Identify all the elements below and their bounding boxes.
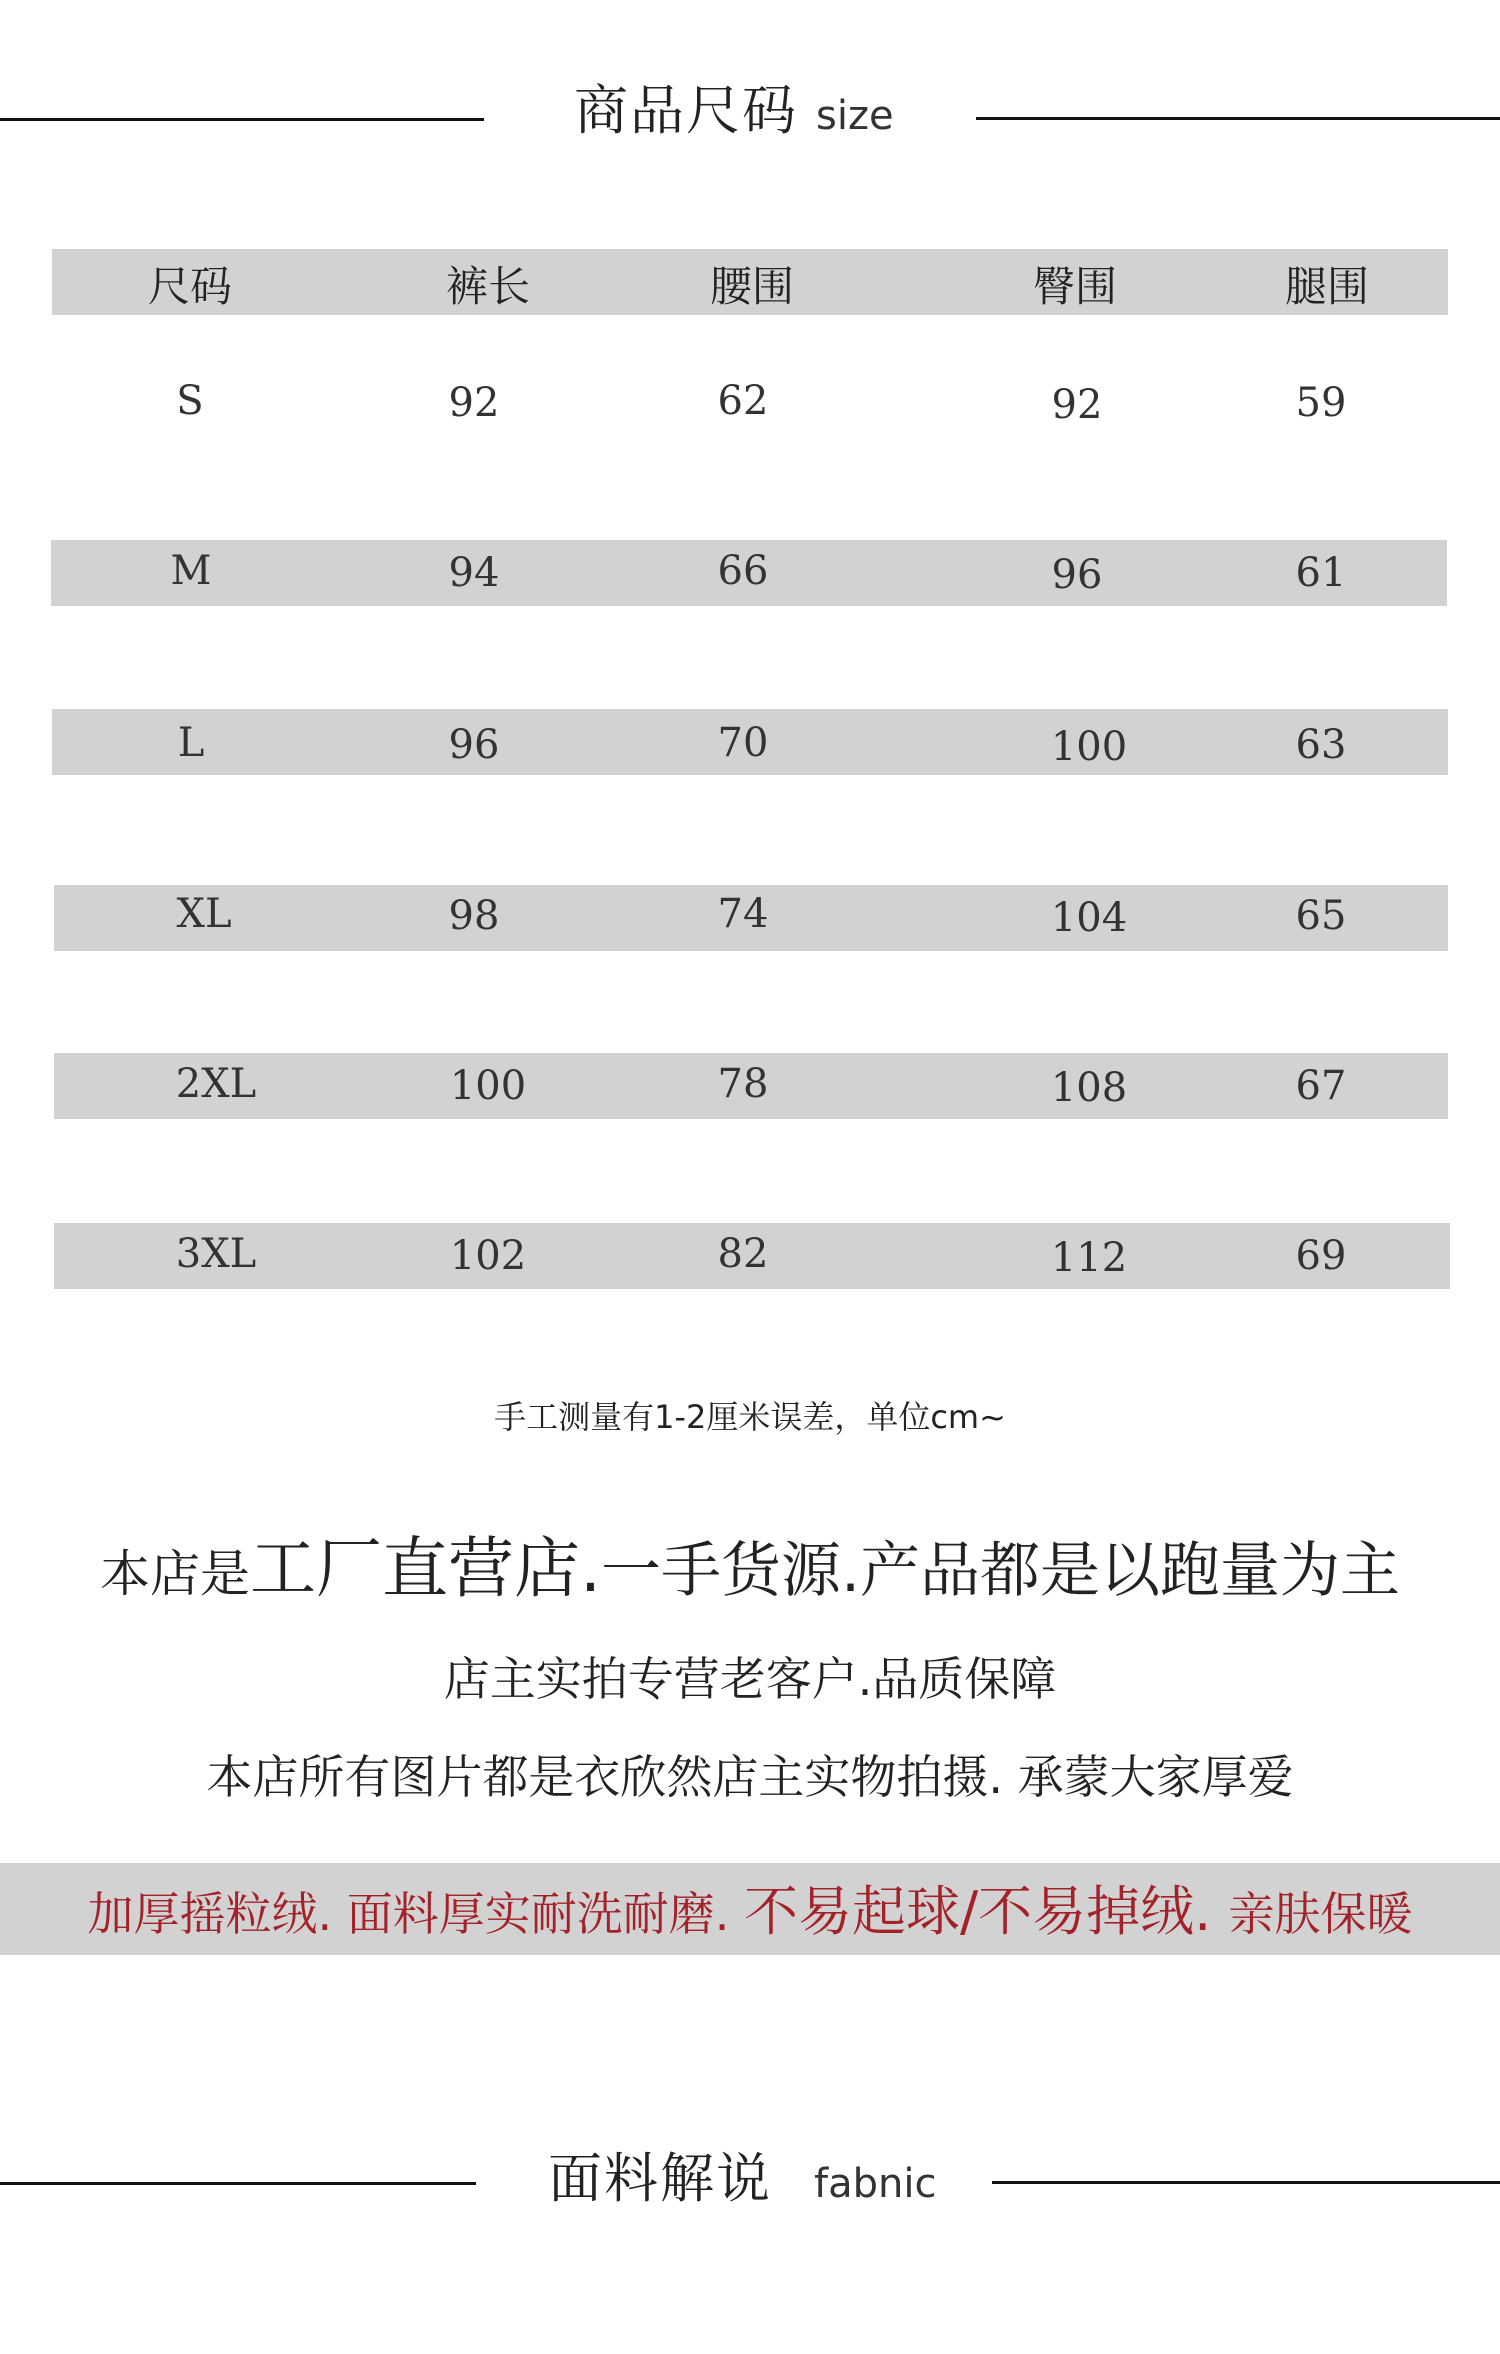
cell-hip: 112 (1050, 1235, 1128, 1281)
cell-pants-length: 102 (449, 1233, 527, 1279)
size-title-cn: 商品尺码 (574, 79, 798, 142)
feature-part1: 加厚摇粒绒. 面料厚实耐洗耐磨. (87, 1887, 744, 1941)
cell-size: L (177, 720, 205, 766)
cell-waist: 78 (717, 1061, 769, 1107)
cell-pants-length: 98 (448, 893, 500, 939)
shop-line1-part1: 本店是 (99, 1545, 250, 1603)
shop-statement-line1 (0, 1515, 1500, 1610)
cell-size: 2XL (175, 1061, 257, 1107)
cell-hip: 96 (1051, 552, 1103, 598)
cell-thigh: 63 (1295, 722, 1347, 768)
fabric-title-en: fabnic (814, 2161, 937, 2207)
feature-part3: 亲肤保暖 (1228, 1887, 1413, 1941)
cell-pants-length: 92 (448, 380, 500, 426)
cell-waist: 62 (717, 378, 769, 424)
cell-pants-length: 96 (448, 722, 500, 768)
cell-thigh: 69 (1295, 1233, 1347, 1279)
cell-pants-length: 100 (449, 1063, 527, 1109)
header-hip: 臀围 (1032, 262, 1118, 311)
title-rule-right (976, 117, 1500, 120)
header-pants-length: 裤长 (445, 262, 531, 311)
shop-line1-part2: 工厂直营店. (249, 1530, 601, 1607)
cell-thigh: 61 (1295, 550, 1347, 596)
title-rule-left (0, 118, 484, 121)
cell-thigh: 67 (1295, 1063, 1347, 1109)
cell-waist: 70 (717, 720, 769, 766)
header-waist: 腰围 (709, 262, 795, 311)
feature-text (0, 1869, 1500, 1946)
cell-size: XL (176, 891, 232, 937)
cell-hip: 108 (1050, 1065, 1128, 1111)
cell-hip: 92 (1051, 382, 1103, 428)
shop-line1-part3: 一手货源.产品都是以跑量为主 (600, 1536, 1401, 1606)
header-size: 尺码 (147, 262, 233, 311)
cell-hip: 100 (1050, 724, 1128, 770)
fabric-title-cn: 面料解说 (548, 2147, 772, 2210)
cell-size: 3XL (175, 1231, 257, 1277)
cell-hip: 104 (1050, 895, 1128, 941)
size-section-title (574, 68, 894, 145)
cell-size: M (170, 548, 212, 594)
cell-thigh: 65 (1295, 893, 1347, 939)
cell-thigh: 59 (1295, 380, 1347, 426)
cell-pants-length: 94 (448, 550, 500, 596)
measurement-note: 手工测量有1-2厘米误差，单位cm~ (494, 1398, 1006, 1436)
feature-part2: 不易起球/不易掉绒. (743, 1880, 1229, 1943)
cell-waist: 82 (717, 1231, 769, 1277)
fabric-rule-right (992, 2181, 1500, 2184)
fabric-section-title (548, 2136, 936, 2213)
shop-statement-line3: 本店所有图片都是衣欣然店主实物拍摄. 承蒙大家厚爱 (206, 1750, 1294, 1804)
header-thigh: 腿围 (1284, 262, 1370, 311)
cell-waist: 74 (717, 891, 769, 937)
size-title-en: size (816, 93, 894, 139)
fabric-rule-left (0, 2182, 476, 2185)
shop-statement-line2: 店主实拍专营老客户.品质保障 (443, 1652, 1057, 1706)
cell-size: S (176, 378, 204, 424)
cell-waist: 66 (717, 548, 769, 594)
